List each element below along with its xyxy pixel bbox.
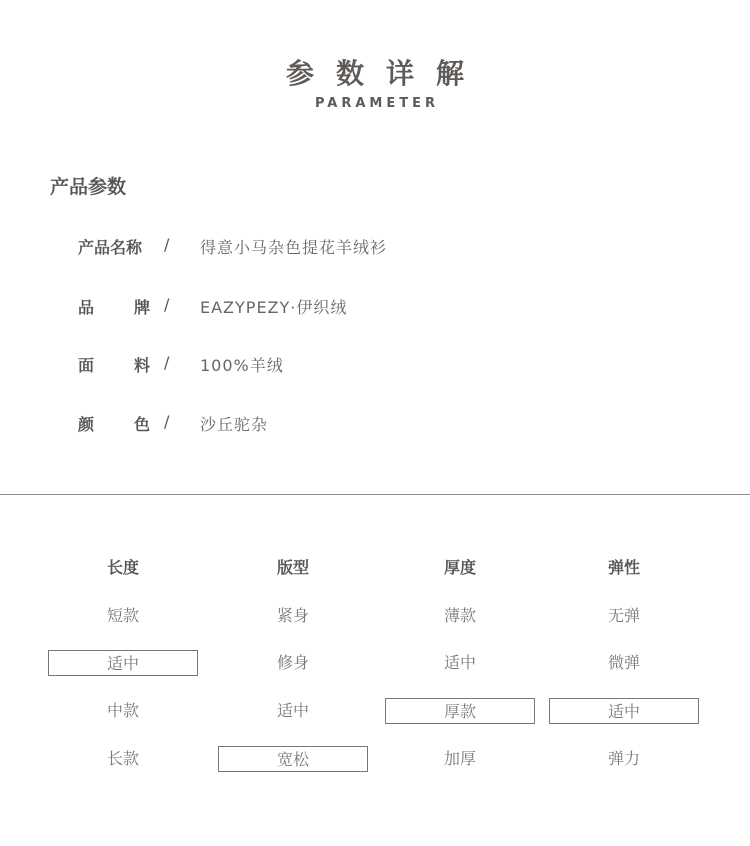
page-title: 参数详解 — [285, 57, 486, 90]
param-separator: / — [164, 235, 170, 254]
param-value: 沙丘驼杂 — [200, 415, 269, 434]
attribute-option-selected: 适中 — [48, 650, 198, 676]
attribute-column-header: 厚度 — [443, 558, 476, 577]
attribute-option: 薄款 — [443, 606, 476, 625]
attribute-option: 修身 — [276, 653, 309, 672]
param-label: 产品名称 — [78, 238, 143, 257]
param-label: 品 牌 — [78, 298, 150, 317]
attribute-column-header: 弹性 — [607, 558, 640, 577]
param-label: 颜 色 — [78, 415, 150, 434]
section-divider — [0, 494, 750, 495]
attribute-column-header: 版型 — [276, 558, 309, 577]
attribute-option: 弹力 — [607, 749, 640, 768]
attribute-option: 加厚 — [443, 749, 476, 768]
attribute-option: 短款 — [106, 606, 139, 625]
attribute-option: 微弹 — [607, 653, 640, 672]
page-subtitle: PARAMETER — [314, 96, 440, 111]
param-value: EAZYPEZY·伊织绒 — [200, 298, 348, 317]
attribute-option: 适中 — [276, 701, 309, 720]
attribute-option: 中款 — [106, 701, 139, 720]
attribute-option-selected: 厚款 — [385, 698, 535, 724]
attribute-option: 无弹 — [607, 606, 640, 625]
param-row — [78, 295, 638, 323]
param-value: 得意小马杂色提花羊绒衫 — [200, 238, 388, 257]
param-row — [78, 235, 638, 263]
param-separator: / — [164, 412, 170, 431]
attribute-column-header: 长度 — [106, 558, 139, 577]
param-separator: / — [164, 353, 170, 372]
param-separator: / — [164, 295, 170, 314]
attribute-option-selected: 适中 — [549, 698, 699, 724]
attribute-option: 长款 — [106, 749, 139, 768]
param-row — [78, 412, 638, 440]
attribute-option-selected: 宽松 — [218, 746, 368, 772]
section-title-product-params: 产品参数 — [50, 176, 127, 198]
param-value: 100%羊绒 — [200, 356, 284, 375]
param-label: 面 料 — [78, 356, 150, 375]
param-row — [78, 353, 638, 381]
attribute-option: 紧身 — [276, 606, 309, 625]
attribute-option: 适中 — [443, 653, 476, 672]
